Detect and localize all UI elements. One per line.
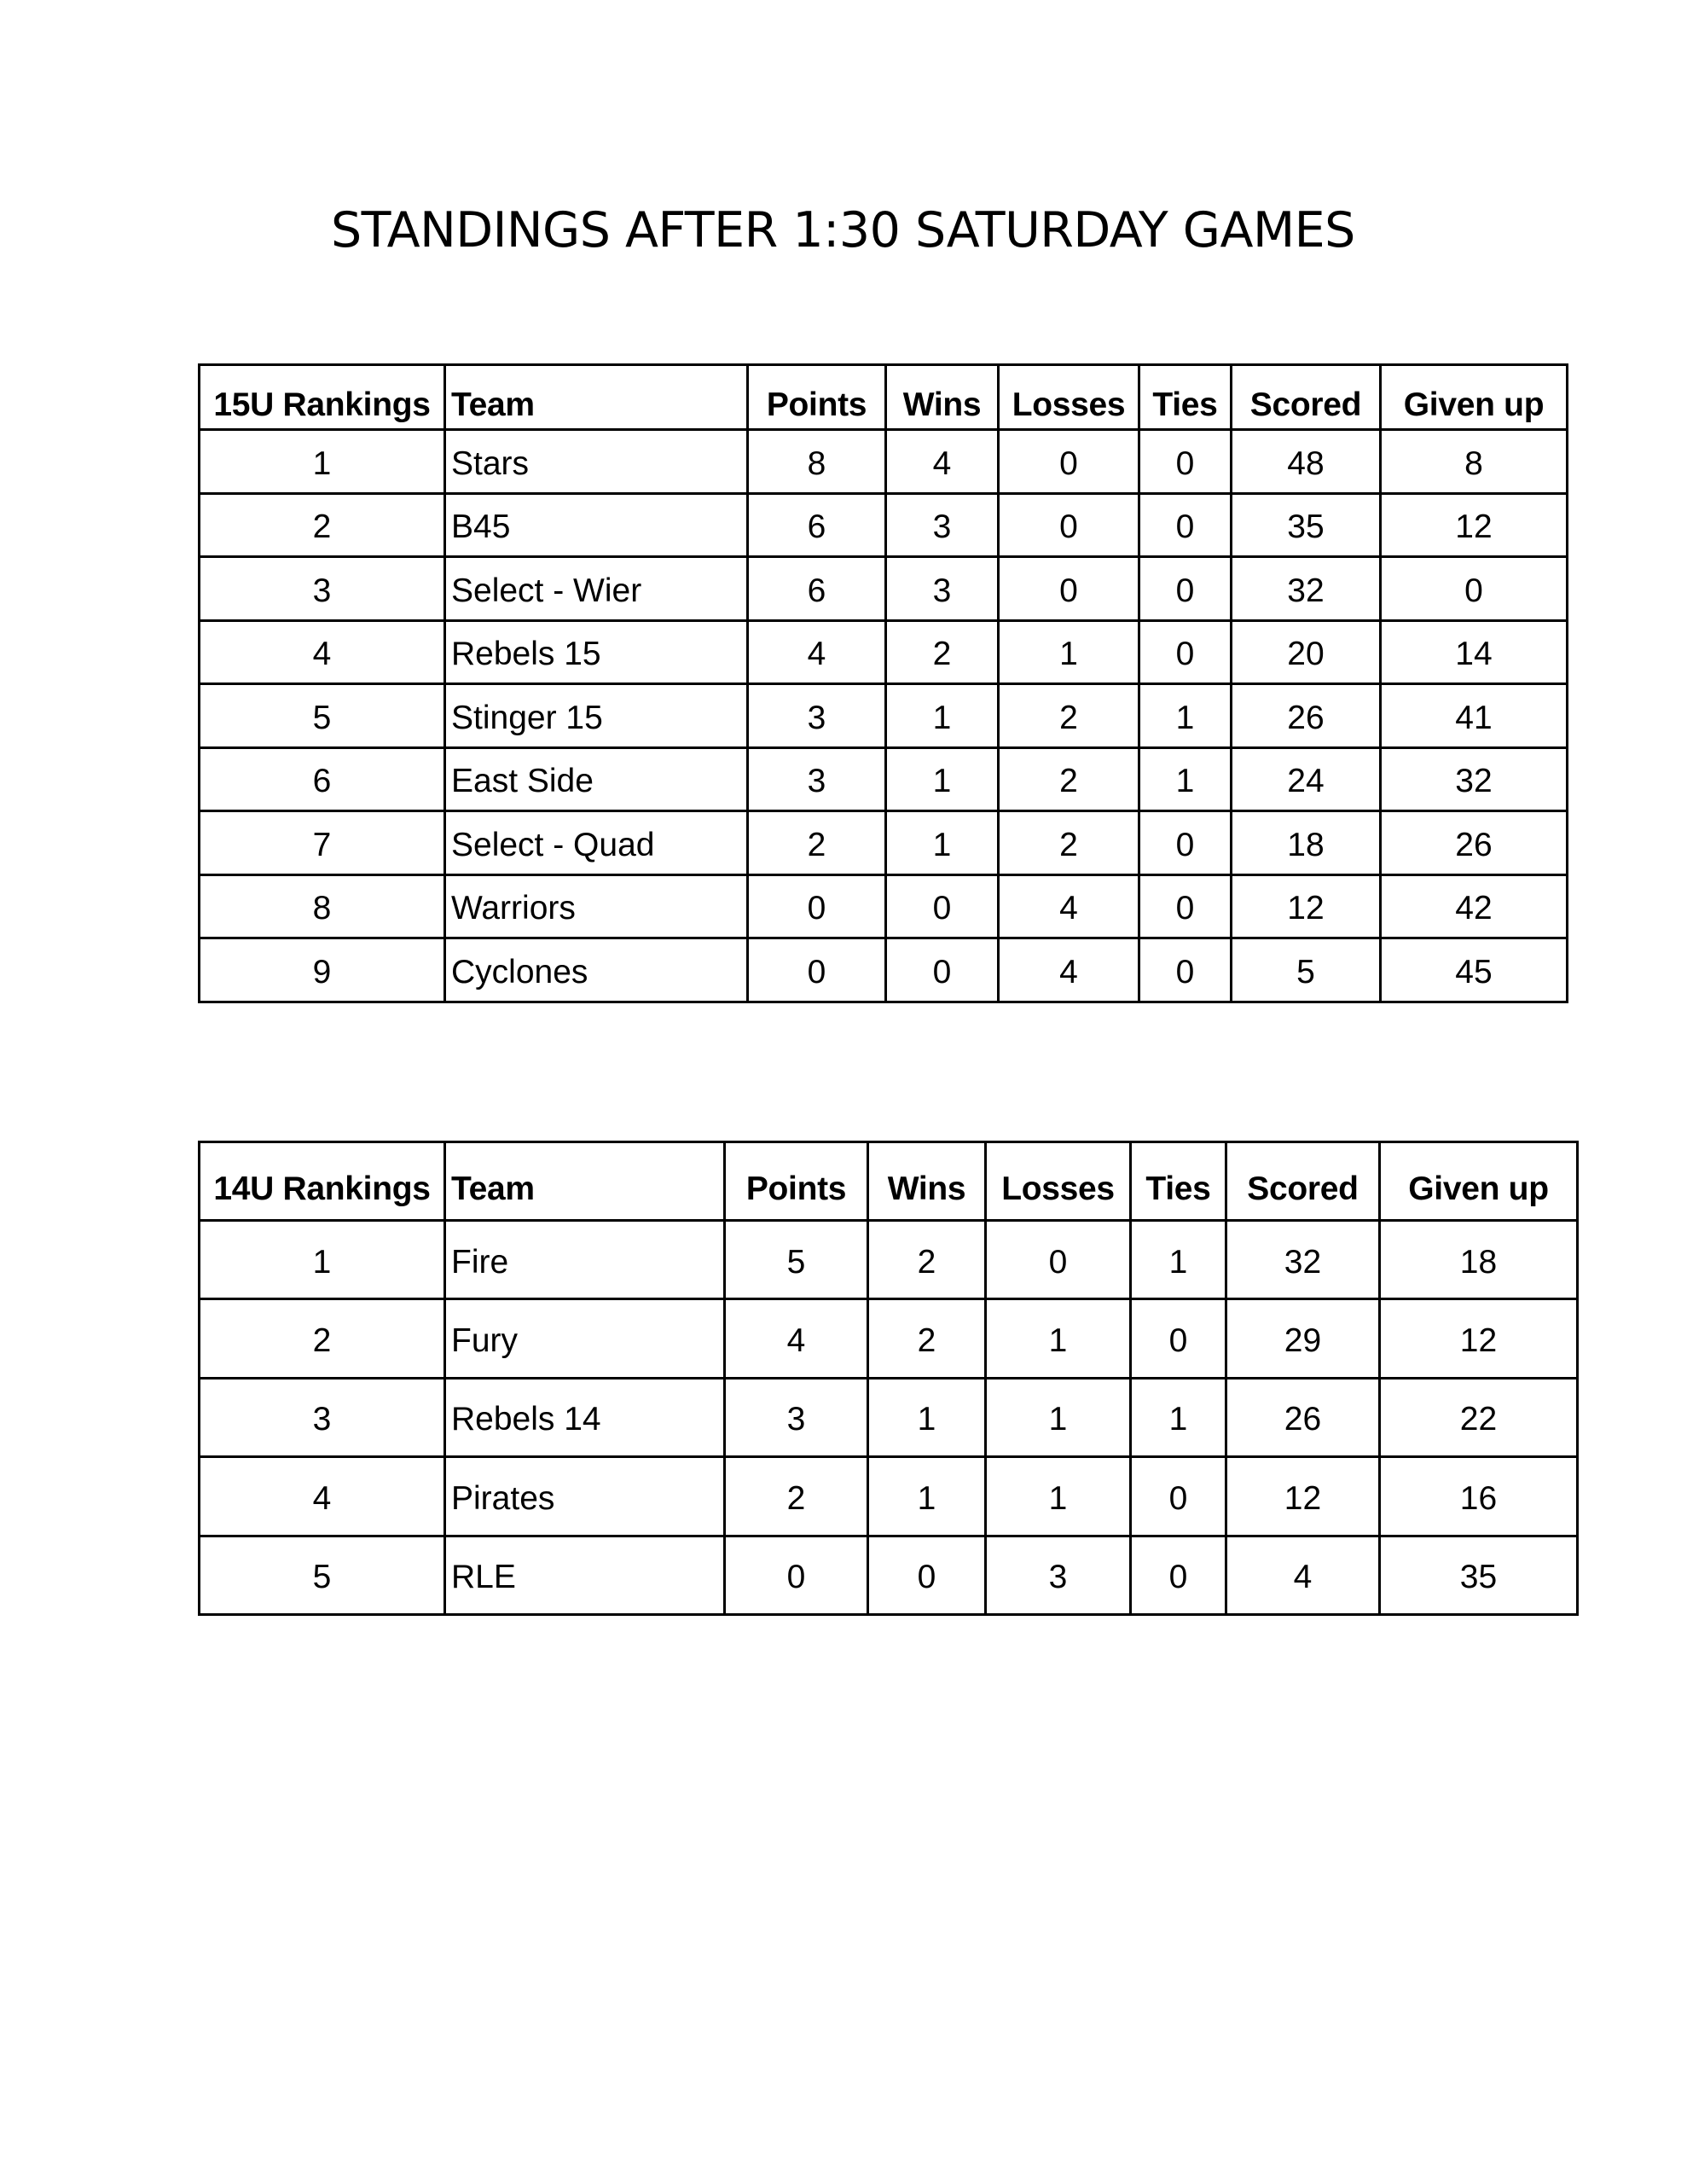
team-cell: Select - Wier — [445, 557, 748, 621]
header-team: Team — [445, 365, 748, 430]
scored-cell: 4 — [1226, 1536, 1380, 1614]
team-cell: Rebels 14 — [445, 1378, 725, 1456]
table-row — [200, 1221, 1578, 1299]
header-team: Team — [445, 1142, 725, 1221]
points-cell: 6 — [748, 493, 886, 557]
rank-cell: 2 — [200, 493, 445, 557]
rank-cell: 1 — [200, 430, 445, 494]
rank-cell: 4 — [200, 1457, 445, 1536]
scored-cell: 20 — [1232, 620, 1381, 684]
losses-cell: 4 — [999, 938, 1139, 1002]
points-cell: 4 — [725, 1299, 868, 1378]
wins-cell: 2 — [868, 1299, 986, 1378]
header-given-up: Given up — [1380, 1142, 1578, 1221]
wins-cell: 4 — [886, 430, 999, 494]
points-cell: 0 — [748, 938, 886, 1002]
ties-cell: 0 — [1131, 1457, 1226, 1536]
team-cell: B45 — [445, 493, 748, 557]
table-row — [200, 1378, 1578, 1456]
points-cell: 8 — [748, 430, 886, 494]
rank-cell: 3 — [200, 1378, 445, 1456]
given-up-cell: 42 — [1381, 874, 1568, 938]
wins-cell: 1 — [868, 1457, 986, 1536]
table-row — [200, 684, 1568, 748]
scored-cell: 48 — [1232, 430, 1381, 494]
rank-cell: 4 — [200, 620, 445, 684]
losses-cell: 2 — [999, 811, 1139, 875]
rank-cell: 8 — [200, 874, 445, 938]
losses-cell: 4 — [999, 874, 1139, 938]
header-ties: Ties — [1131, 1142, 1226, 1221]
team-cell: Fire — [445, 1221, 725, 1299]
team-cell: Fury — [445, 1299, 725, 1378]
wins-cell: 1 — [886, 747, 999, 811]
table-row — [200, 811, 1568, 875]
losses-cell: 1 — [986, 1378, 1131, 1456]
team-cell: Stars — [445, 430, 748, 494]
losses-cell: 0 — [986, 1221, 1131, 1299]
points-cell: 3 — [725, 1378, 868, 1456]
given-up-cell: 32 — [1381, 747, 1568, 811]
losses-cell: 2 — [999, 684, 1139, 748]
given-up-cell: 18 — [1380, 1221, 1578, 1299]
points-cell: 6 — [748, 557, 886, 621]
points-cell: 5 — [725, 1221, 868, 1299]
wins-cell: 2 — [886, 620, 999, 684]
rank-cell: 5 — [200, 684, 445, 748]
rank-cell: 2 — [200, 1299, 445, 1378]
standings-table-14u — [198, 1141, 1579, 1616]
table-row — [200, 747, 1568, 811]
wins-cell: 1 — [868, 1378, 986, 1456]
losses-cell: 3 — [986, 1536, 1131, 1614]
losses-cell: 1 — [999, 620, 1139, 684]
ties-cell: 0 — [1139, 620, 1232, 684]
points-cell: 3 — [748, 684, 886, 748]
given-up-cell: 8 — [1381, 430, 1568, 494]
header-points: Points — [725, 1142, 868, 1221]
header-row — [200, 365, 1568, 430]
ties-cell: 1 — [1139, 747, 1232, 811]
ties-cell: 1 — [1139, 684, 1232, 748]
ties-cell: 0 — [1139, 430, 1232, 494]
scored-cell: 18 — [1232, 811, 1381, 875]
ties-cell: 1 — [1131, 1378, 1226, 1456]
team-cell: Pirates — [445, 1457, 725, 1536]
scored-cell: 24 — [1232, 747, 1381, 811]
scored-cell: 26 — [1226, 1378, 1380, 1456]
ties-cell: 0 — [1131, 1299, 1226, 1378]
table-row — [200, 874, 1568, 938]
team-cell: Select - Quad — [445, 811, 748, 875]
points-cell: 0 — [748, 874, 886, 938]
ties-cell: 0 — [1131, 1536, 1226, 1614]
scored-cell: 32 — [1226, 1221, 1380, 1299]
table-row — [200, 1536, 1578, 1614]
rank-cell: 7 — [200, 811, 445, 875]
given-up-cell: 0 — [1381, 557, 1568, 621]
team-cell: East Side — [445, 747, 748, 811]
table-row — [200, 493, 1568, 557]
ties-cell: 1 — [1131, 1221, 1226, 1299]
given-up-cell: 14 — [1381, 620, 1568, 684]
wins-cell: 3 — [886, 493, 999, 557]
given-up-cell: 22 — [1380, 1378, 1578, 1456]
scored-cell: 12 — [1232, 874, 1381, 938]
losses-cell: 0 — [999, 493, 1139, 557]
losses-cell: 0 — [999, 557, 1139, 621]
team-cell: RLE — [445, 1536, 725, 1614]
points-cell: 0 — [725, 1536, 868, 1614]
table-row — [200, 620, 1568, 684]
given-up-cell: 41 — [1381, 684, 1568, 748]
header-points: Points — [748, 365, 886, 430]
points-cell: 2 — [725, 1457, 868, 1536]
table-row — [200, 557, 1568, 621]
header-wins: Wins — [868, 1142, 986, 1221]
team-cell: Cyclones — [445, 938, 748, 1002]
given-up-cell: 12 — [1381, 493, 1568, 557]
wins-cell: 0 — [886, 874, 999, 938]
header-given-up: Given up — [1381, 365, 1568, 430]
header-scored: Scored — [1226, 1142, 1380, 1221]
team-cell: Stinger 15 — [445, 684, 748, 748]
wins-cell: 0 — [868, 1536, 986, 1614]
losses-cell: 1 — [986, 1299, 1131, 1378]
ties-cell: 0 — [1139, 811, 1232, 875]
ties-cell: 0 — [1139, 938, 1232, 1002]
scored-cell: 35 — [1232, 493, 1381, 557]
rank-cell: 1 — [200, 1221, 445, 1299]
table-row — [200, 430, 1568, 494]
table-row — [200, 1457, 1578, 1536]
losses-cell: 1 — [986, 1457, 1131, 1536]
team-cell: Warriors — [445, 874, 748, 938]
scored-cell: 26 — [1232, 684, 1381, 748]
given-up-cell: 16 — [1380, 1457, 1578, 1536]
table-row — [200, 938, 1568, 1002]
given-up-cell: 35 — [1380, 1536, 1578, 1614]
wins-cell: 1 — [886, 684, 999, 748]
points-cell: 2 — [748, 811, 886, 875]
points-cell: 3 — [748, 747, 886, 811]
page-title: STANDINGS AFTER 1:30 SATURDAY GAMES — [331, 202, 1355, 258]
wins-cell: 1 — [886, 811, 999, 875]
ties-cell: 0 — [1139, 874, 1232, 938]
wins-cell: 2 — [868, 1221, 986, 1299]
rank-cell: 5 — [200, 1536, 445, 1614]
losses-cell: 2 — [999, 747, 1139, 811]
ties-cell: 0 — [1139, 557, 1232, 621]
given-up-cell: 26 — [1381, 811, 1568, 875]
header-ties: Ties — [1139, 365, 1232, 430]
header-rankings: 14U Rankings — [200, 1142, 445, 1221]
header-rankings: 15U Rankings — [200, 365, 445, 430]
header-wins: Wins — [886, 365, 999, 430]
points-cell: 4 — [748, 620, 886, 684]
header-row — [200, 1142, 1578, 1221]
header-scored: Scored — [1232, 365, 1381, 430]
given-up-cell: 45 — [1381, 938, 1568, 1002]
scored-cell: 29 — [1226, 1299, 1380, 1378]
scored-cell: 5 — [1232, 938, 1381, 1002]
losses-cell: 0 — [999, 430, 1139, 494]
scored-cell: 12 — [1226, 1457, 1380, 1536]
wins-cell: 3 — [886, 557, 999, 621]
standings-table-15u — [198, 363, 1568, 1003]
rank-cell: 3 — [200, 557, 445, 621]
wins-cell: 0 — [886, 938, 999, 1002]
rank-cell: 6 — [200, 747, 445, 811]
given-up-cell: 12 — [1380, 1299, 1578, 1378]
header-losses: Losses — [999, 365, 1139, 430]
rank-cell: 9 — [200, 938, 445, 1002]
header-losses: Losses — [986, 1142, 1131, 1221]
ties-cell: 0 — [1139, 493, 1232, 557]
team-cell: Rebels 15 — [445, 620, 748, 684]
table-row — [200, 1299, 1578, 1378]
scored-cell: 32 — [1232, 557, 1381, 621]
